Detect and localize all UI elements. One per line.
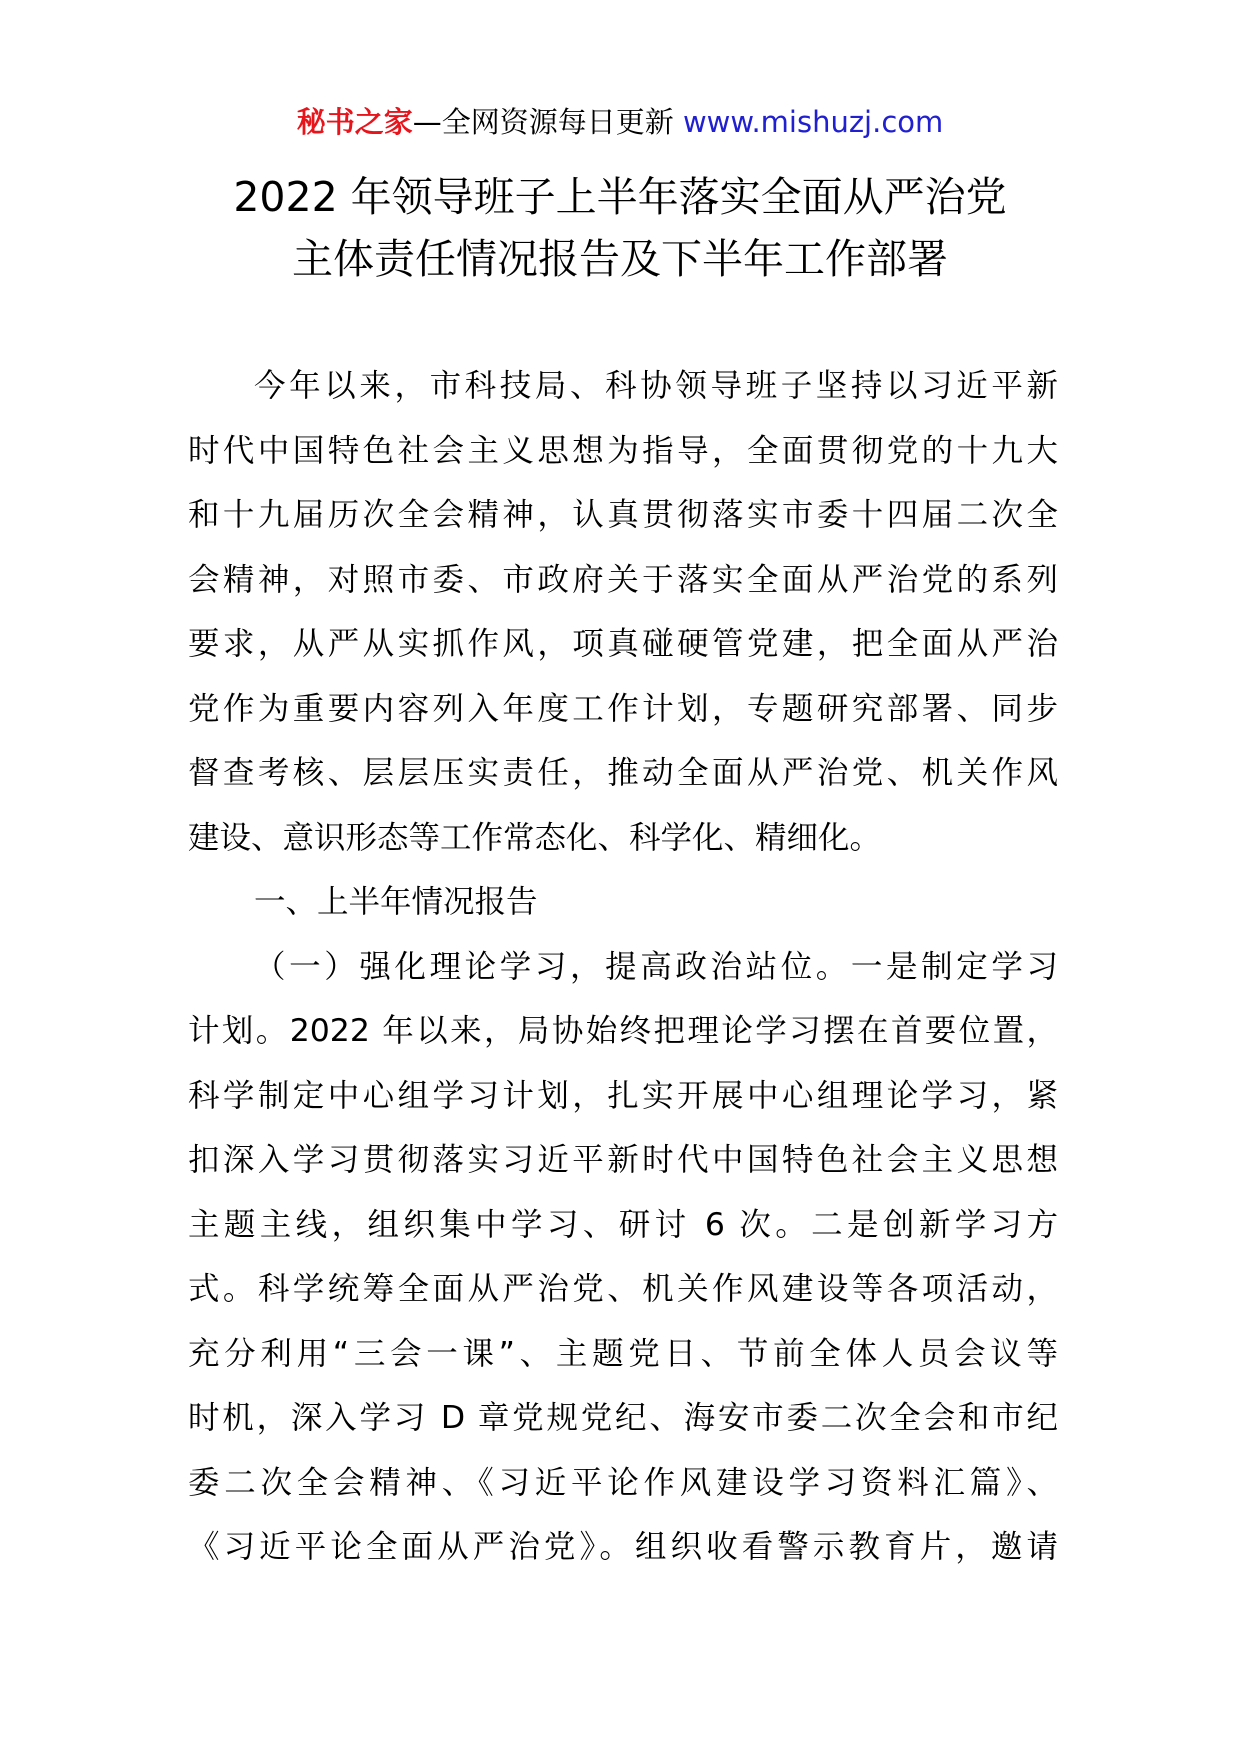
text-line: 督查考核、层层压实责任，推动全面从严治党、机关作风	[188, 755, 1058, 791]
site-url-link[interactable]: www.mishuzj.com	[682, 105, 944, 139]
text-line: 建设、意识形态等工作常态化、科学化、精细化。	[188, 819, 882, 856]
title-line-1: 2022 年领导班子上半年落实全面从严治党	[233, 173, 1007, 221]
text-line: 要求，从严从实抓作风，项真碰硬管党建，把全面从严治	[188, 626, 1058, 662]
paragraph-intro	[188, 354, 1058, 870]
title-line-2: 主体责任情况报告及下半年工作部署	[292, 235, 948, 283]
text-line: 和十九届历次全会精神，认真贯彻落实市委十四届二次全	[188, 497, 1058, 533]
text-line: 时机，深入学习 D 章党规党纪、海安市委二次全会和市纪	[188, 1400, 1058, 1436]
text-line: 会精神，对照市委、市政府关于落实全面从严治党的系列	[188, 561, 1058, 598]
text-line: 科学制定中心组学习计划，扎实开展中心组理论学习，紧	[188, 1077, 1058, 1114]
text-line: 委二次全会精神、《习近平论作风建设学习资料汇篇》、	[188, 1464, 1058, 1501]
paragraph-theory-study	[188, 935, 1058, 1580]
text-line: 计划。2022 年以来，局协始终把理论学习摆在首要位置，	[188, 1013, 1058, 1049]
text-line: 《习近平论全面从严治党》。组织收看警示教育片，邀请	[188, 1529, 1058, 1565]
text-line: 扣深入学习贯彻落实习近平新时代中国特色社会主义思想	[188, 1142, 1058, 1178]
text-line: 党作为重要内容列入年度工作计划，专题研究部署、同步	[188, 690, 1058, 727]
text-line: 式。科学统筹全面从严治党、机关作风建设等各项活动，	[188, 1271, 1058, 1307]
text-line: 今年以来，市科技局、科协领导班子坚持以习近平新	[254, 368, 1058, 404]
header-banner	[0, 102, 1240, 142]
text-line: 时代中国特色社会主义思想为指导，全面贯彻党的十九大	[188, 432, 1058, 469]
text-line: 充分利用“三会一课”、主题党日、节前全体人员会议等	[188, 1335, 1058, 1372]
brand-name: 秘书之家	[296, 105, 413, 139]
header-tagline: —全网资源每日更新	[412, 105, 674, 139]
text-line: （一）强化理论学习，提高政治站位。一是制定学习	[254, 948, 1058, 985]
text-line: 主题主线，组织集中学习、研讨 6 次。二是创新学习方	[188, 1206, 1058, 1243]
section-heading: 一、上半年情况报告	[254, 884, 538, 920]
document-body	[188, 354, 1058, 1580]
document-title	[0, 166, 1240, 290]
